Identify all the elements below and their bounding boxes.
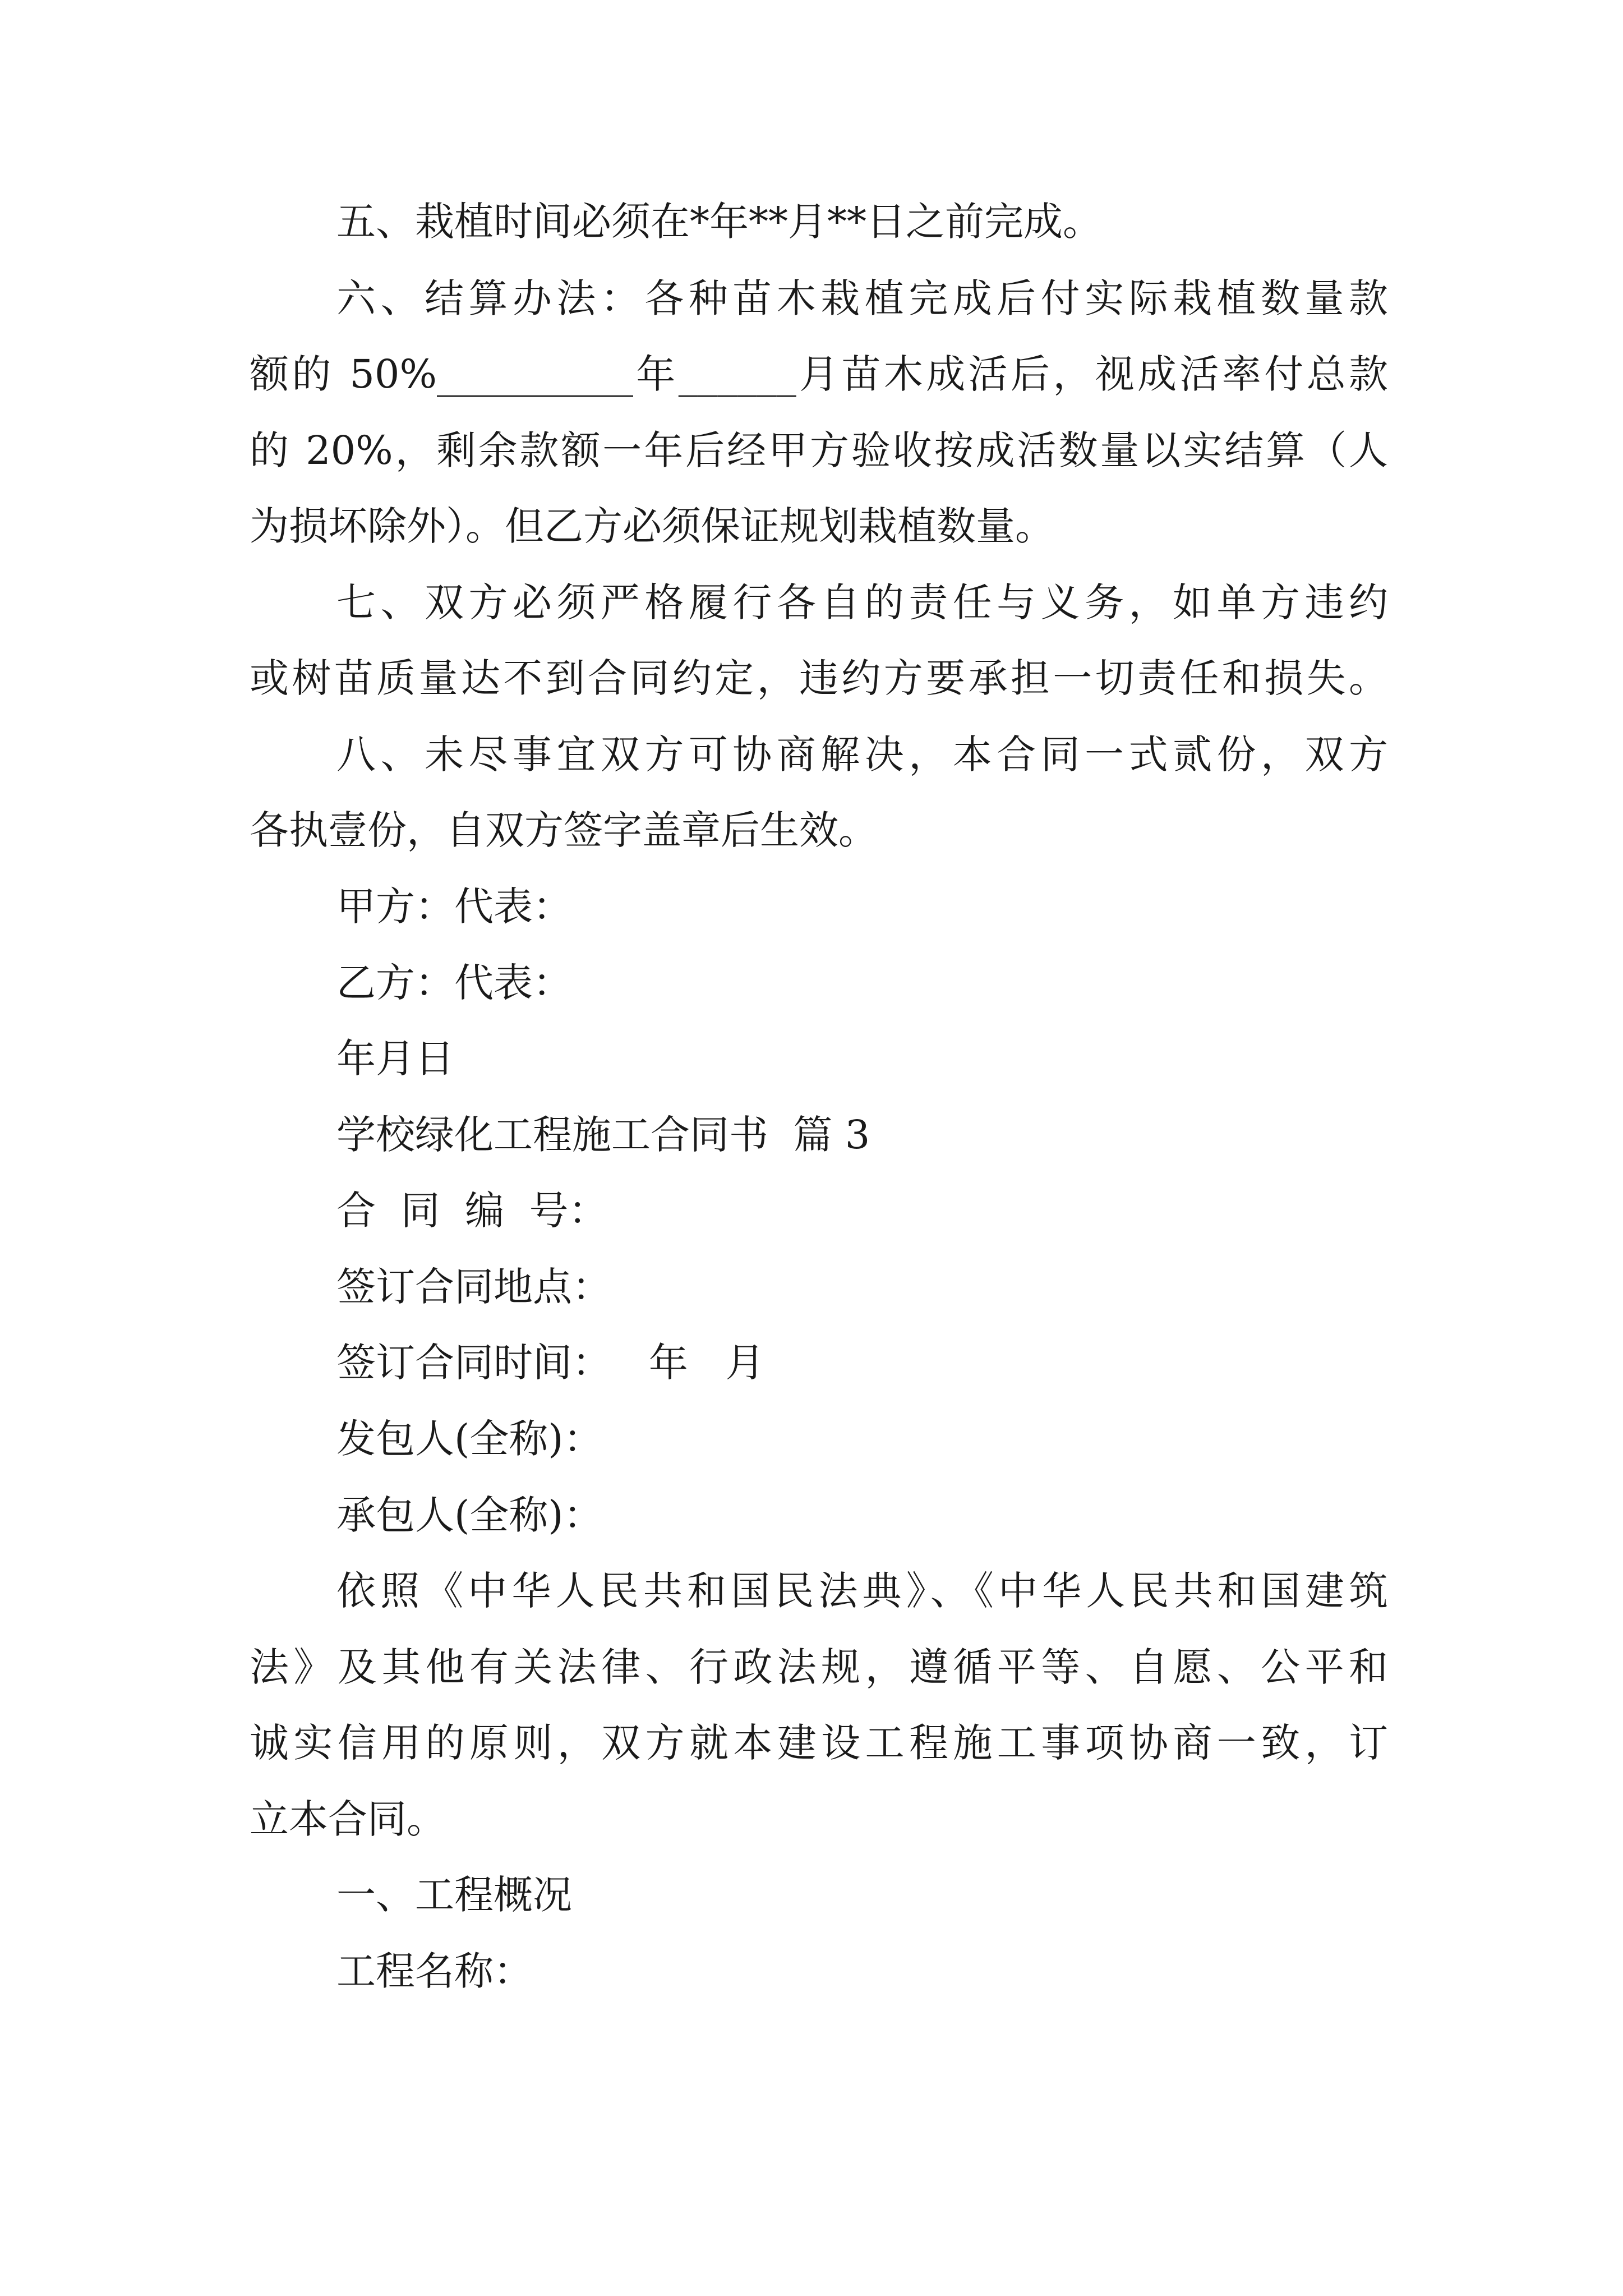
clause-8-line-1: 八、未尽事宜双方可协商解决，本合同一式贰份，双方 [336,731,1388,777]
section-heading: 学校绿化工程施工合同书 篇 3 [336,1112,870,1158]
preamble-line-3: 诚实信用的原则，双方就本建设工程施工事项协商一致，订 [250,1720,1388,1766]
signing-time-field: 签订合同时间： 年 月 [336,1340,765,1386]
section-one-heading: 一、工程概况 [336,1872,572,1918]
clause-6-line-2: 额的 50%__________年______月苗木成活后，视成活率付总款 [250,351,1388,397]
preamble-line-1: 依照《中华人民共和国民法典》、《中华人民共和国建筑 [336,1568,1388,1614]
employer-field: 发包人(全称)： [336,1416,603,1462]
clause-6-line-3: 的 20%，剩余款额一年后经甲方验收按成活数量以实结算（人 [250,427,1388,473]
clause-8-line-2: 各执壹份，自双方签字盖章后生效。 [250,807,878,853]
clause-6-line-1: 六、结算办法：各种苗木栽植完成后付实际栽植数量款 [336,275,1388,321]
project-name-field: 工程名称： [336,1948,533,1994]
clause-7-line-1: 七、双方必须严格履行各自的责任与义务，如单方违约 [336,579,1388,625]
preamble-line-4: 立本合同。 [250,1796,446,1842]
clause-7-line-2: 或树苗质量达不到合同约定，违约方要承担一切责任和损失。 [250,655,1388,701]
clause-6-line-4: 为损坏除外）。但乙方必须保证规划栽植数量。 [250,503,1054,549]
party-b-signature-line: 乙方：代表： [336,960,572,1006]
preamble-line-2: 法》及其他有关法律、行政法规，遵循平等、自愿、公平和 [250,1644,1388,1690]
party-a-signature-line: 甲方：代表： [336,884,572,930]
signing-location-field: 签订合同地点： [336,1264,611,1310]
contract-number-field: 合 同 编 号： [336,1188,608,1234]
clause-5: 五、栽植时间必须在*年**月**日之前完成。 [336,199,1102,245]
date-line: 年月日 [336,1036,454,1082]
contractor-field: 承包人(全称)： [336,1492,603,1538]
